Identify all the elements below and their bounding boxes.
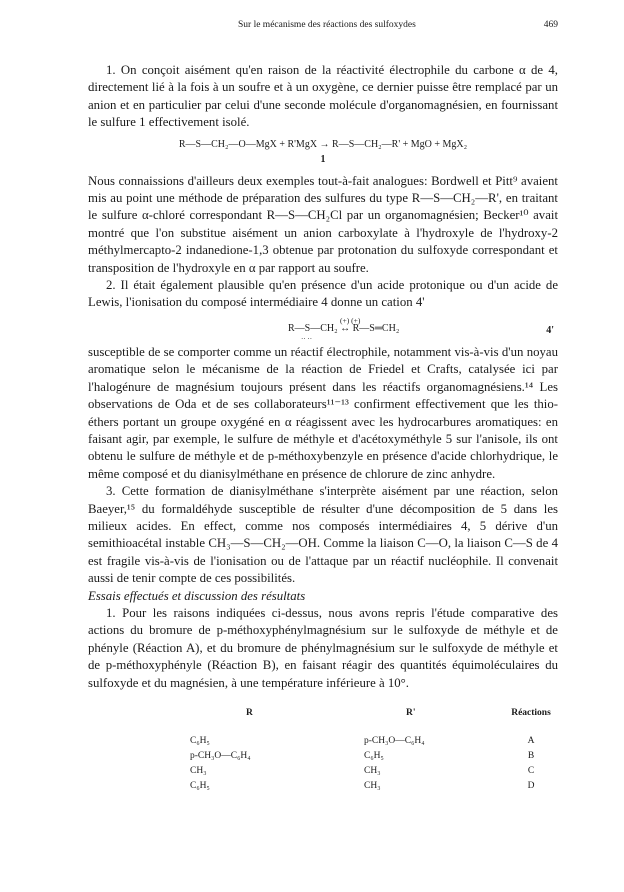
cell-r: p-CH₃O—C₆H₄ — [190, 751, 251, 761]
cell-reaction: A — [527, 736, 535, 746]
paragraph-2: Nous connaissions d'ailleurs deux exemples tout-à-fait analogues: Bordwell et Pitt⁹ avaient mis au point une méthode de préparation des sulfures du type R—S—CH₂—R', en traitant le sulfure α-chloré correspondant R—S—CH₂Cl par un organomagnésien; Becker¹⁰ avait montré que l'on substitue aisément un anion carboxylate à l'hydroxyle de l'hydroxy-2 méthylmercapto-2 indanedione-1,3 obtenue par protonation du sulfoxyde correspondant et transposition de l'hydroxyle en α par rapport au soufre. — [88, 173, 558, 275]
cell-reaction: D — [527, 781, 535, 791]
table-header-row — [190, 708, 561, 734]
header-r: R — [246, 708, 253, 718]
running-title: Sur le mécanisme des réactions des sulfoxydes — [238, 20, 416, 30]
reactions-table — [190, 708, 561, 794]
cation-equation — [88, 312, 558, 344]
section-title: Essais effectués et discussion des résultats — [88, 588, 306, 603]
table-row — [190, 749, 561, 764]
cation-charges: (+) (+) — [340, 315, 361, 325]
page-number: 469 — [543, 20, 558, 30]
paragraph-5: 3. Cette formation de dianisylméthane s'interprète aisément par une réaction, selon Baeyer,¹⁵ du formaldéhyde susceptible de résulter d'une décomposition de 5 dans les milieux acides. En effect, comme nos composés intermédiaires 4, 5 dérive d'un semithioacétal instable CH₃—S—CH₂—OH. Comme la liaison C—O, la liaison C—S de 4 est fragile vis-à-vis de l'ionisation ou de l'attaque par un réactif nucléophile. Il convenait aussi de tenir compte de ces possibilités. — [88, 484, 558, 586]
cell-r: C₆H₅ — [190, 736, 210, 746]
cell-r: C₆H₅ — [190, 781, 210, 791]
cation-label: 4' — [546, 324, 554, 336]
cell-r: CH₃ — [190, 766, 207, 776]
cell-reaction: C — [527, 766, 535, 776]
equation-1-label: 1 — [320, 153, 326, 165]
cell-reaction: B — [527, 751, 535, 761]
cation-formula: R—S—CH₂ ↔ R—S═CH₂ — [288, 322, 400, 334]
cell-r-prime: p-CH₃O—C₆H₄ — [364, 736, 425, 746]
running-header — [88, 20, 558, 36]
paragraph-6: 1. Pour les raisons indiquées ci-dessus, nous avons repris l'étude comparative des actions du bromure de p-méthoxyphénylmagnésium sur le sulfoxyde de méthyle et de phényle (Réaction A), et du bromure de phénylmagnésium sur le sulfoxyde de méthyle et de p-méthoxyphényle (Réaction B), en faisant réagir des quantités équimoléculaires du sulfoxyde et du magnésien, à une température inférieure à 10°. — [88, 605, 558, 690]
table-row — [190, 779, 561, 794]
equation-1: R—S—CH₂—O—MgX + R'MgX → R—S—CH₂—R' + MgO + MgX₂ — [178, 138, 468, 150]
cell-r-prime: C₆H₅ — [364, 751, 384, 761]
paragraph-1: 1. On conçoit aisément qu'en raison de la réactivité électrophile du carbone α de 4, directement lié à la fois à un soufre et à un oxygène, ce dernier puisse être remplacé par un anion et en particulier par celui d'une seconde molécule d'organomagnésien, en fournissant le sulfure 1 effectivement isolé. — [88, 63, 558, 130]
cell-r-prime: CH₃ — [364, 781, 381, 791]
paragraph-3: 2. Il était également plausible qu'en présence d'un acide protonique ou d'un acide de Lewis, l'ionisation du composé intermédiaire 4 donne un cation 4' — [88, 278, 558, 310]
article-body — [88, 62, 558, 692]
header-r-prime: R' — [406, 708, 416, 718]
table-row — [190, 734, 561, 749]
table-row — [190, 764, 561, 779]
header-reactions: Réactions — [511, 708, 551, 718]
cell-r-prime: CH₃ — [364, 766, 381, 776]
paragraph-4: susceptible de se comporter comme un réactif électrophile, notamment vis-à-vis d'un noyau aromatique selon le mécanisme de la réaction de Friedel et Crafts, catalysée ici par l'halogénure de magnésium toujours présent dans les réactifs organomagnésiens.¹⁴ Les observations de Oda et de ses collaborateurs¹¹⁻¹³ confirment effectivement que les thio-éthers portant un groupe oxygéné en α réagissent avec les hydrocarbures aromatiques: en faisant agir, par exemple, le sulfure de méthyle et d'acétoxyméthyle 5 sur l'anisole, ils ont obtenu le sulfure de méthyle et de p-méthoxybenzyle en présence d'acide chlorhydrique, le même composé et du dianisylméthane en présence de chlorure de zinc anhydre. — [88, 344, 558, 481]
cation-lone-pairs: ·· ·· — [301, 334, 313, 343]
